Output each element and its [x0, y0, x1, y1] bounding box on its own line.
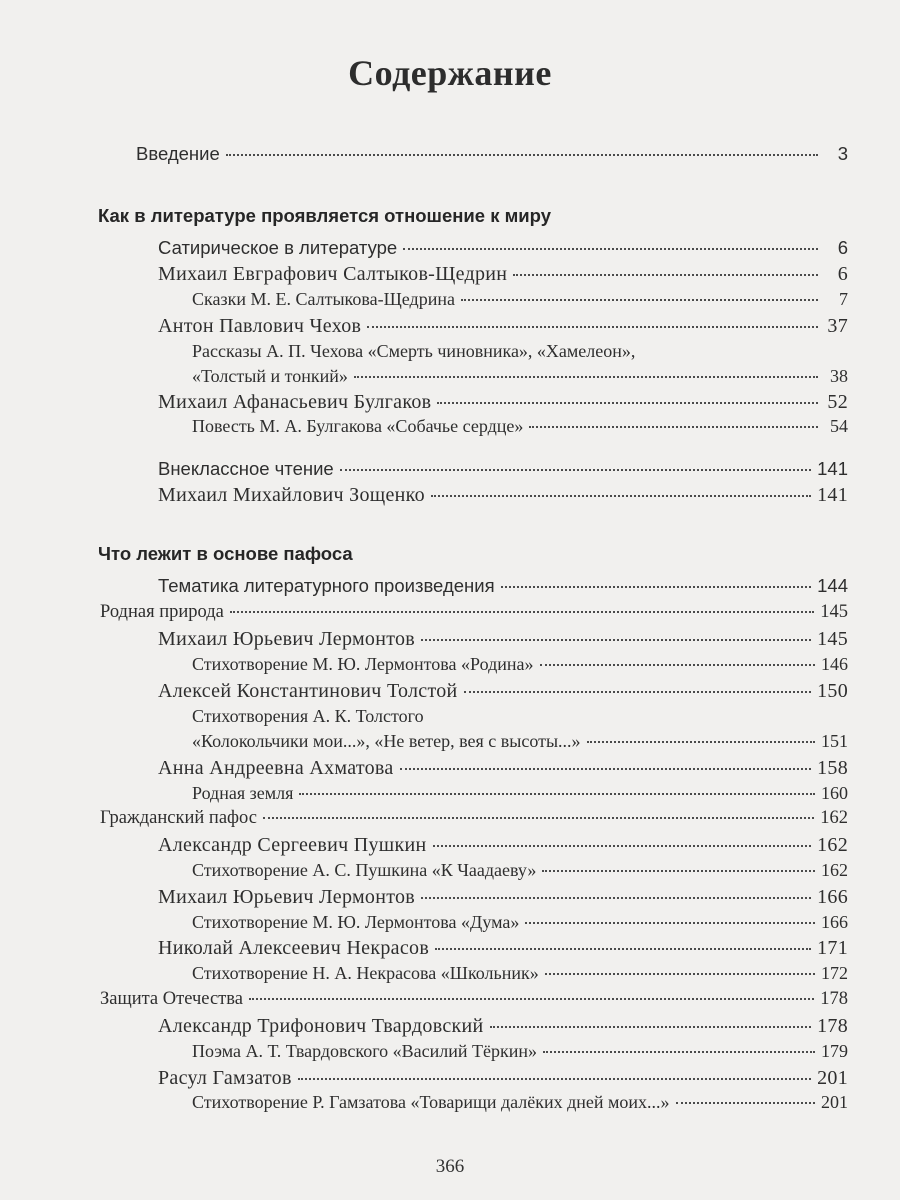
entry-page: 162 — [820, 808, 848, 828]
entry-label: Защита Отечества — [100, 989, 243, 1009]
entry-page: 162 — [817, 834, 848, 856]
entry-page: 151 — [821, 731, 848, 751]
entry-label-line1: Рассказы А. П. Чехова «Смерть чиновника», «Хамелеон», — [192, 341, 636, 361]
toc-entry[interactable] — [158, 484, 848, 507]
toc-entry[interactable] — [100, 602, 848, 623]
toc-entry[interactable] — [192, 1041, 848, 1062]
entry-page: 141 — [817, 458, 848, 479]
entry-label: «Колокольчики мои...», «Не ветер, вея с высоты...» — [192, 731, 581, 751]
entry-page: 166 — [817, 886, 848, 908]
toc-entry[interactable] — [192, 860, 848, 881]
entry-page: 7 — [839, 289, 848, 309]
dot-leader — [529, 426, 818, 428]
dot-leader — [340, 469, 811, 471]
page-number: 366 — [435, 1156, 465, 1177]
dot-leader — [421, 897, 811, 899]
dot-leader — [542, 870, 815, 872]
entry-page: 144 — [817, 575, 848, 596]
toc-entry[interactable] — [192, 416, 848, 437]
toc-entry[interactable] — [158, 886, 848, 909]
toc-entry[interactable] — [192, 783, 848, 804]
entry-page: 146 — [821, 654, 848, 674]
dot-leader — [501, 586, 812, 588]
dot-leader — [403, 248, 818, 250]
entry-label: Михаил Евграфович Салтыков-Щедрин — [158, 263, 508, 285]
toc-entry[interactable] — [192, 289, 848, 310]
entry-label: Внеклассное чтение — [158, 458, 334, 479]
dot-leader — [400, 768, 812, 770]
entry-label: Алексей Константинович Толстой — [158, 680, 458, 702]
entry-page: 178 — [817, 1015, 848, 1037]
dot-leader — [490, 1026, 812, 1028]
entry-page: 150 — [817, 680, 848, 702]
section-heading: Что лежит в основе пафоса — [98, 543, 353, 564]
dot-leader — [230, 611, 814, 613]
section-heading: Как в литературе проявляется отношение к миру — [98, 205, 552, 226]
toc-entry[interactable] — [158, 1067, 848, 1090]
entry-page: 201 — [817, 1067, 848, 1089]
entry-label: Сатирическое в литературе — [158, 237, 398, 258]
entry-label: Повесть М. А. Булгакова «Собачье сердце» — [192, 416, 524, 436]
entry-page: 166 — [821, 912, 848, 932]
toc-entry[interactable] — [192, 1092, 848, 1113]
dot-leader — [354, 376, 818, 378]
entry-page: 162 — [821, 860, 848, 880]
dot-leader — [299, 793, 815, 795]
entry-label: Стихотворение Н. А. Некрасова «Школьник» — [192, 963, 539, 983]
entry-page: 160 — [821, 783, 848, 803]
entry-label: Гражданский пафос — [100, 808, 257, 828]
dot-leader — [513, 274, 818, 276]
toc-entry[interactable] — [158, 628, 848, 651]
entry-label: Александр Трифонович Твардовский — [158, 1015, 484, 1037]
page-title: Содержание — [348, 53, 552, 93]
entry-label: Расул Гамзатов — [158, 1067, 292, 1089]
entry-page: 38 — [830, 366, 848, 386]
entry-label: Михаил Юрьевич Лермонтов — [158, 886, 416, 908]
toc-entry[interactable] — [158, 237, 848, 259]
entry-label: Введение — [136, 143, 220, 164]
dot-leader — [431, 495, 811, 497]
entry-label: Александр Сергеевич Пушкин — [158, 834, 427, 856]
entry-page: 201 — [821, 1092, 848, 1112]
entry-label: Поэма А. Т. Твардовского «Василий Тёркин» — [192, 1041, 538, 1061]
entry-page: 6 — [837, 263, 848, 285]
toc-entry[interactable] — [192, 366, 848, 387]
toc-entry[interactable] — [158, 680, 848, 703]
toc-entry[interactable] — [158, 315, 848, 338]
toc-entry[interactable] — [158, 1015, 848, 1038]
toc-entry[interactable] — [192, 963, 848, 984]
dot-leader — [540, 664, 816, 666]
dot-leader — [433, 845, 812, 847]
entry-label: Родная природа — [100, 602, 224, 622]
toc-entry[interactable] — [158, 575, 848, 597]
entry-page: 6 — [837, 237, 848, 258]
toc-entry[interactable] — [192, 731, 848, 752]
entry-label: Михаил Юрьевич Лермонтов — [158, 628, 416, 650]
dot-leader — [543, 1051, 815, 1053]
entry-label-line1: Стихотворения А. К. Толстого — [192, 706, 424, 726]
dot-leader — [263, 817, 814, 819]
dot-leader — [525, 922, 815, 924]
entry-label: Михаил Афанасьевич Булгаков — [158, 391, 432, 413]
toc-entry[interactable] — [100, 808, 848, 829]
toc-entry[interactable] — [192, 654, 848, 675]
entry-page: 145 — [817, 628, 848, 650]
toc-entry[interactable] — [158, 937, 848, 960]
entry-label: Стихотворение М. Ю. Лермонтова «Дума» — [192, 912, 520, 932]
toc-entry[interactable] — [158, 391, 848, 414]
toc-entry[interactable] — [158, 834, 848, 857]
entry-label: Стихотворение А. С. Пушкина «К Чаадаеву» — [192, 860, 537, 880]
dot-leader — [298, 1078, 811, 1080]
entry-label: Михаил Михайлович Зощенко — [158, 484, 425, 506]
entry-label: Тематика литературного произведения — [158, 575, 495, 596]
toc-entry[interactable] — [192, 912, 848, 933]
dot-leader — [587, 741, 815, 743]
entry-label: Родная земля — [192, 783, 294, 803]
toc-entry-intro[interactable] — [136, 143, 848, 165]
toc-entry[interactable] — [100, 989, 848, 1010]
toc-entry[interactable] — [158, 458, 848, 480]
dot-leader — [421, 639, 811, 641]
dot-leader — [461, 299, 818, 301]
entry-page: 171 — [817, 937, 848, 959]
entry-label: Анна Андреевна Ахматова — [158, 757, 394, 779]
entry-label: Стихотворение М. Ю. Лермонтова «Родина» — [192, 654, 534, 674]
entry-page: 3 — [837, 143, 848, 164]
dot-leader — [367, 326, 818, 328]
dot-leader — [676, 1102, 815, 1104]
entry-page: 54 — [830, 416, 848, 436]
entry-label: Николай Алексеевич Некрасов — [158, 937, 430, 959]
entry-page: 179 — [821, 1041, 848, 1061]
entry-page: 141 — [817, 484, 848, 506]
entry-page: 158 — [817, 757, 848, 779]
entry-page: 172 — [821, 963, 848, 983]
dot-leader — [437, 402, 818, 404]
toc-entry[interactable] — [158, 757, 848, 780]
dot-leader — [545, 973, 815, 975]
dot-leader — [464, 691, 812, 693]
entry-page: 52 — [827, 391, 848, 413]
entry-page: 145 — [820, 602, 848, 622]
dot-leader — [226, 154, 818, 156]
entry-label: Сказки М. Е. Салтыкова-Щедрина — [192, 289, 455, 309]
entry-label: Стихотворение Р. Гамзатова «Товарищи далёких дней моих...» — [192, 1092, 670, 1112]
dot-leader — [249, 998, 814, 1000]
entry-label: Антон Павлович Чехов — [158, 315, 362, 337]
entry-page: 178 — [820, 989, 848, 1009]
dot-leader — [435, 948, 811, 950]
entry-page: 37 — [827, 315, 848, 337]
toc-entry[interactable] — [158, 263, 848, 286]
entry-label: «Толстый и тонкий» — [192, 366, 348, 386]
